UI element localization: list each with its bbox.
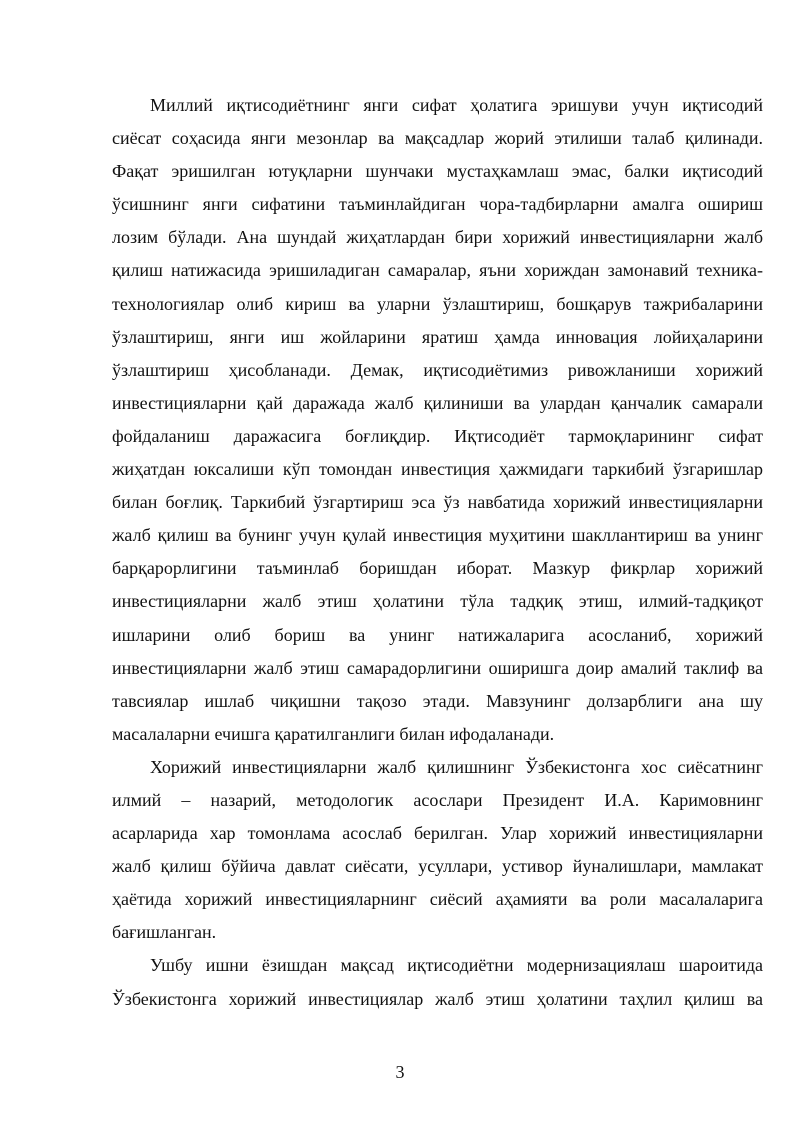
- text-line: жиҳатдан юксалиши кўп томондан инвестиция ҳажмидаги таркибий ўзгаришлар: [112, 459, 763, 480]
- text-line: барқарорлигини таъминлаб боришдан иборат. Мазкур фикрлар хорижий: [112, 558, 763, 579]
- text-line: билан боғлиқ. Таркибий ўзгартириш эса ўз навбатида хорижий инвестицияларни: [112, 492, 763, 513]
- page-number: 3: [395, 1062, 405, 1082]
- text-line: инвестицияларни қай даражада жалб қилиниши ва улардан қанчалик самарали: [112, 392, 763, 413]
- text-line: ҳаётида хорижий инвестицияларнинг сиёсий аҳамияти ва роли масалаларига: [112, 889, 763, 910]
- text-line: Миллий иқтисодиётнинг янги сифат ҳолатига эришуви учун иқтисодий: [150, 95, 763, 115]
- text-line: жалб қилиш бўйича давлат сиёсати, усуллари, устивор йуналишлари, мамлакат: [112, 856, 763, 877]
- text-line: инвестицияларни жалб этиш самарадорлигини оширишга доир амалий таклиф ва: [112, 657, 763, 678]
- text-line: ишларини олиб бориш ва унинг натижаларига асосланиб, хорижий: [112, 624, 763, 645]
- text-line: қилиш натижасида эришиладиган самаралар, яъни хориждан замонавий техника-: [112, 260, 763, 281]
- text-line: инвестицияларни жалб этиш ҳолатини тўла тадқиқ этиш, илмий-тадқиқот: [112, 591, 763, 612]
- text-line: сиёсат соҳасида янги мезонлар ва мақсадлар жорий этилиши талаб қилинади.: [112, 128, 763, 149]
- paragraph: [112, 751, 763, 950]
- text-line: жалб қилиш ва бунинг учун қулай инвестиция муҳитини шакллантириш ва унинг: [112, 525, 763, 546]
- document-page: [112, 89, 763, 1016]
- text-line: Хорижий инвестицияларни жалб қилишнинг Ўзбекистонга хос сиёсатнинг: [150, 756, 763, 777]
- text-line: технологиялар олиб кириш ва уларни ўзлаштириш, бошқарув тажрибаларини: [112, 293, 763, 314]
- document-body: [112, 89, 763, 1016]
- text-line: лозим бўлади. Ана шундай жиҳатлардан бири хорижий инвестицияларни жалб: [112, 227, 763, 248]
- text-line: бағишланган.: [112, 922, 217, 943]
- text-line: тавсиялар ишлаб чиқишни тақозо этади. Мавзунинг долзарблиги ана шу: [112, 690, 763, 711]
- text-line: илмий – назарий, методологик асослари Президент И.А. Каримовнинг: [112, 789, 763, 810]
- text-line: ўзлаштириш ҳисобланади. Демак, иқтисодиётимиз ривожланиши хорижий: [112, 359, 763, 380]
- text-line: асарларида хар томонлама асослаб берилган. Улар хорижий инвестицияларни: [112, 823, 763, 844]
- text-line: ўзлаштириш, янги иш жойларини яратиш ҳамда инновация лойиҳаларини: [112, 326, 763, 347]
- text-line: ўсишнинг янги сифатини таъминлайдиган чора-тадбирларни амалга ошириш: [112, 194, 763, 215]
- text-line: Фақат эришилган ютуқларни шунчаки мустаҳкамлаш эмас, балки иқтисодий: [112, 161, 763, 182]
- text-line: масалаларни ечишга қаратилганлиги билан ифодаланади.: [112, 723, 555, 744]
- text-line: фойдаланиш даражасига боғлиқдир. Иқтисодиёт тармоқларининг сифат: [112, 425, 763, 446]
- paragraph: [112, 89, 763, 751]
- text-line: Ушбу ишни ёзишдан мақсад иқтисодиётни модернизациялаш шароитида: [150, 955, 763, 976]
- text-line: Ўзбекистонга хорижий инвестициялар жалб этиш ҳолатини таҳлил қилиш ва: [112, 988, 763, 1009]
- paragraph: [112, 949, 763, 1015]
